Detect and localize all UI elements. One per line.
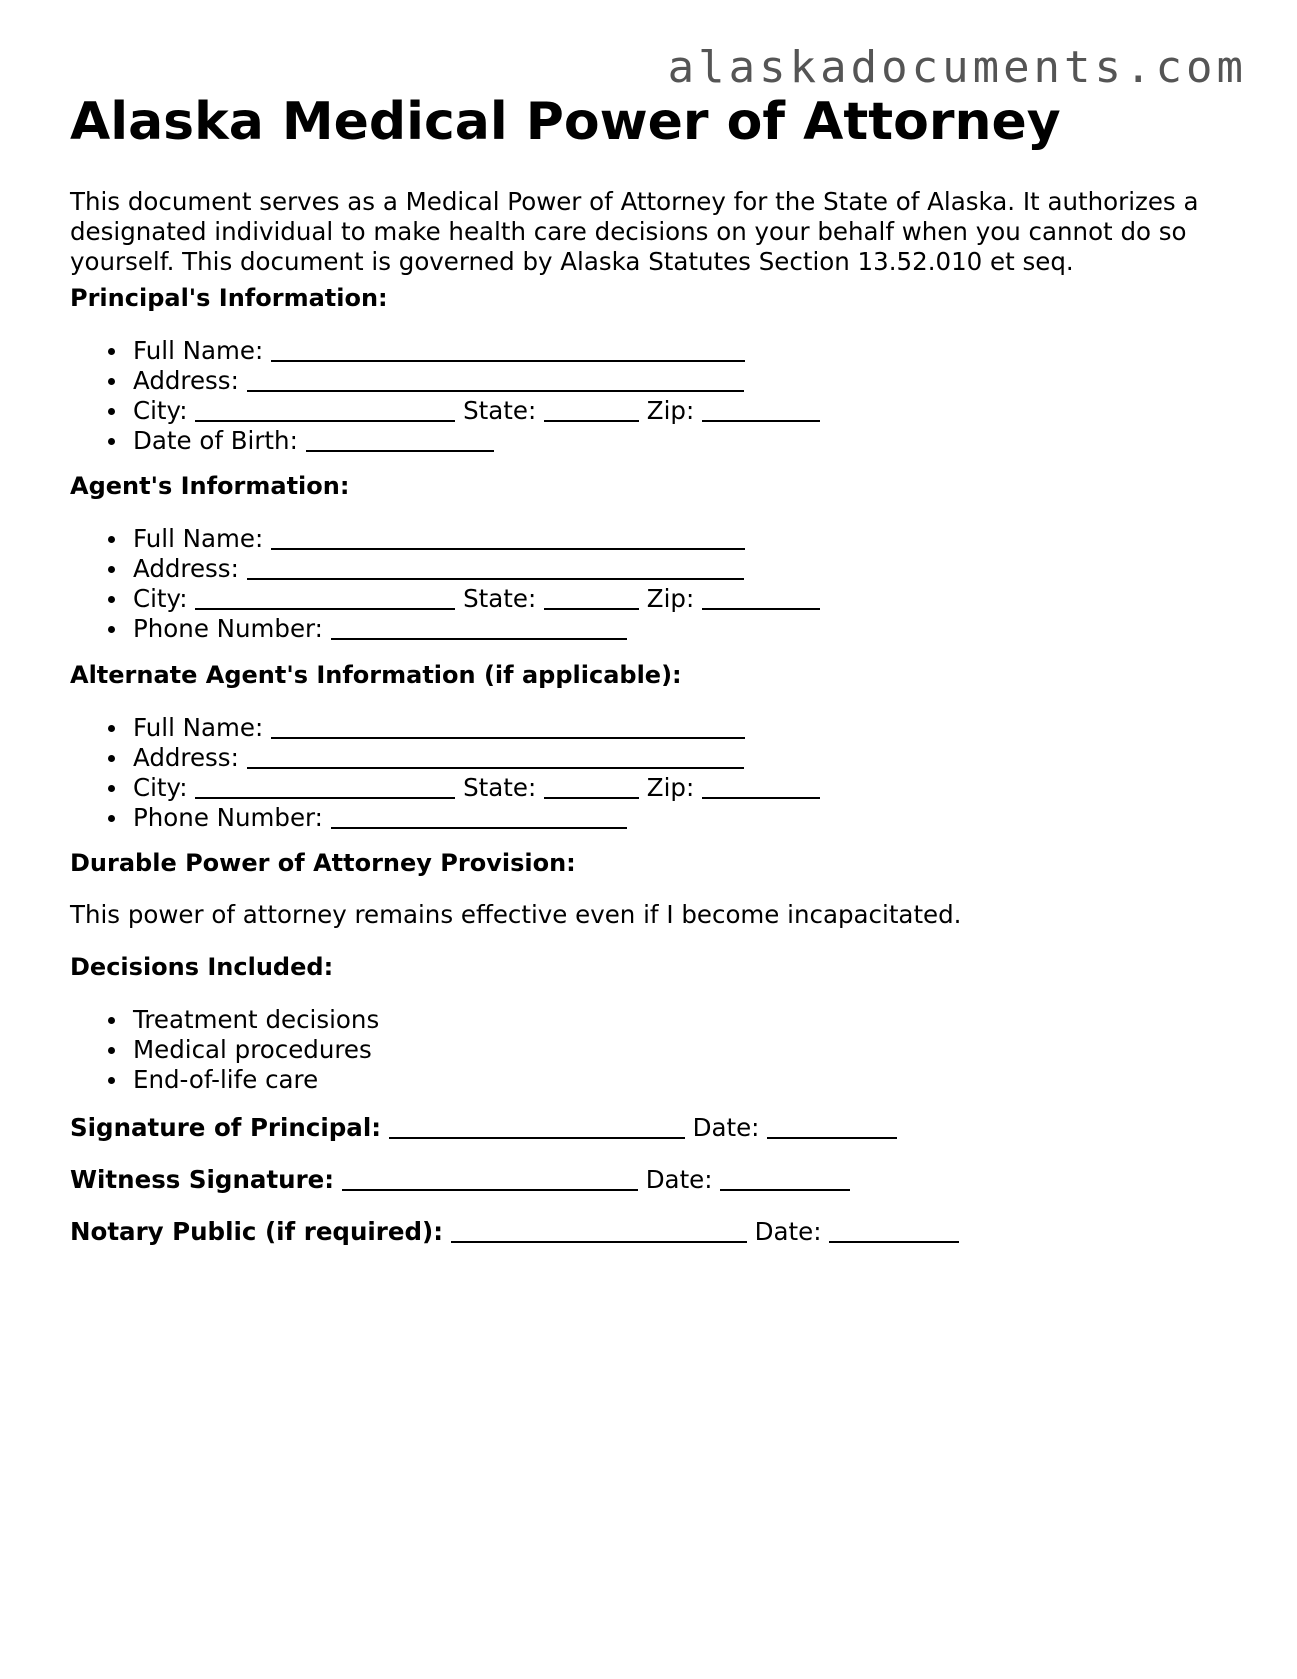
notary-signature-line: Notary Public (if required): Date: xyxy=(70,1217,959,1246)
durable-text: This power of attorney remains effective even if I become incapacitated. xyxy=(70,900,962,929)
agent-city-state-zip: City: State: Zip: xyxy=(133,584,820,614)
agent-state-blank[interactable] xyxy=(544,584,639,610)
agent-address: Address: xyxy=(133,554,820,584)
document-title: Alaska Medical Power of Attorney xyxy=(70,92,1061,152)
principal-heading: Principal's Information: xyxy=(70,284,388,312)
witness-date-blank[interactable] xyxy=(720,1165,850,1191)
principal-state-blank[interactable] xyxy=(544,396,639,422)
decision-item: Medical procedures xyxy=(133,1035,379,1065)
agent-phone-blank[interactable] xyxy=(331,614,627,640)
alternate-heading: Alternate Agent's Information (if applicable): xyxy=(70,661,682,689)
principal-full-name-blank[interactable] xyxy=(271,336,745,362)
watermark: alaskadocuments.com xyxy=(667,42,1247,93)
witness-signature-line: Witness Signature: Date: xyxy=(70,1165,850,1194)
principal-full-name: Full Name: xyxy=(133,336,820,366)
alternate-fields xyxy=(70,713,820,833)
decisions-list xyxy=(70,1005,379,1095)
principal-zip-blank[interactable] xyxy=(702,396,820,422)
agent-zip-blank[interactable] xyxy=(702,584,820,610)
principal-signature-line: Signature of Principal: Date: xyxy=(70,1113,897,1142)
alternate-phone-blank[interactable] xyxy=(331,803,627,829)
agent-phone: Phone Number: xyxy=(133,614,820,644)
notary-signature-blank[interactable] xyxy=(451,1217,747,1243)
decision-item: End-of-life care xyxy=(133,1065,379,1095)
principal-signature-blank[interactable] xyxy=(389,1113,685,1139)
agent-full-name-blank[interactable] xyxy=(271,524,745,550)
agent-city-blank[interactable] xyxy=(195,584,455,610)
agent-address-blank[interactable] xyxy=(247,554,744,580)
alternate-address-blank[interactable] xyxy=(247,743,744,769)
decisions-heading: Decisions Included: xyxy=(70,953,334,981)
intro-paragraph: This document serves as a Medical Power of Attorney for the State of Alaska. It authorizes a designated individual to make health care decisions on your behalf when you cannot do so yourself. This document is governed by Alaska Statutes Section 13.52.010 et seq. xyxy=(70,187,1199,276)
decision-item: Treatment decisions xyxy=(133,1005,380,1034)
principal-city-blank[interactable] xyxy=(195,396,455,422)
alternate-city-state-zip: City: State: Zip: xyxy=(133,773,820,803)
agent-heading: Agent's Information: xyxy=(70,472,350,500)
principal-city-state-zip: City: State: Zip: xyxy=(133,396,820,426)
alternate-address: Address: xyxy=(133,743,820,773)
alternate-phone: Phone Number: xyxy=(133,803,820,833)
agent-full-name: Full Name: xyxy=(133,524,820,554)
alternate-full-name-blank[interactable] xyxy=(271,713,745,739)
witness-signature-blank[interactable] xyxy=(342,1165,638,1191)
principal-fields xyxy=(70,336,820,456)
notary-date-blank[interactable] xyxy=(829,1217,959,1243)
principal-date-blank[interactable] xyxy=(767,1113,897,1139)
principal-dob-blank[interactable] xyxy=(306,426,494,452)
alternate-zip-blank[interactable] xyxy=(702,773,820,799)
alternate-full-name: Full Name: xyxy=(133,713,820,743)
durable-heading: Durable Power of Attorney Provision: xyxy=(70,849,576,877)
alternate-state-blank[interactable] xyxy=(544,773,639,799)
principal-address-blank[interactable] xyxy=(247,366,744,392)
principal-dob: Date of Birth: xyxy=(133,426,820,456)
agent-fields xyxy=(70,524,820,644)
principal-address: Address: xyxy=(133,366,820,396)
alternate-city-blank[interactable] xyxy=(195,773,455,799)
